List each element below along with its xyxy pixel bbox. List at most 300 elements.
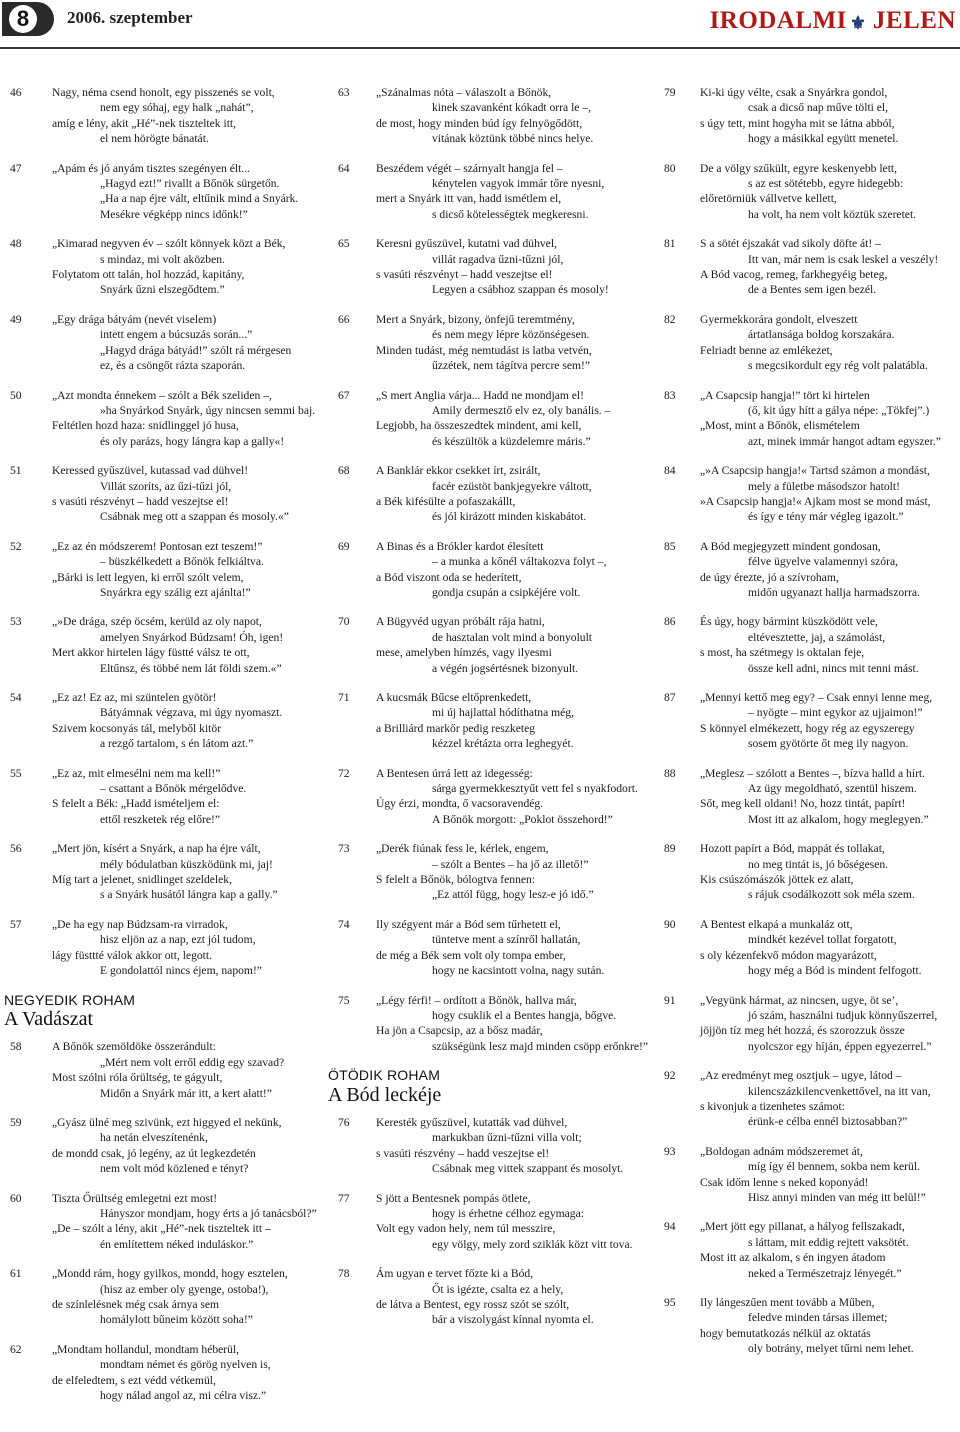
page-number: 8 (9, 5, 37, 33)
verse-line: s kivonjuk a tizenhetes számot: (700, 1099, 845, 1113)
stanza-number: 47 (10, 161, 22, 175)
poem-column-3 (648, 85, 960, 1371)
verse-line: el nem hörögte bánatát. (100, 132, 209, 146)
stanza-number: 93 (664, 1144, 676, 1158)
stanza-number: 88 (664, 766, 676, 780)
stanza-number: 59 (10, 1115, 22, 1129)
verse-line: Szivem kocsonyás tál, melyből kitör (52, 721, 222, 735)
verse-line: Keresték gyűszüvel, kutatták vad dühvel, (376, 1115, 568, 1129)
verse-line: Snyárkra egy szálig ezt ajánlta!” (100, 585, 251, 599)
verse-line: S jött a Bentesnek pompás ötlete, (376, 1191, 531, 1205)
verse-line: amelyen Snyárkod Búdzsam! Óh, igen! (100, 630, 284, 644)
verse-line: „Mért nem volt erről eddig egy szavad? (100, 1055, 285, 1069)
stanza-number: 79 (664, 86, 676, 99)
verse-line: s megcsikordult egy rég volt palatábla. (748, 359, 928, 373)
stanza (648, 236, 960, 298)
section-title: A Vadászat (4, 1007, 94, 1030)
verse-line: Volt egy vadon hely, nem túl messzire, (376, 1222, 556, 1236)
verse-line: ha netán elveszítenénk, (100, 1131, 208, 1145)
verse-line: „Ez az én módszerem! Pontosan ezt teszem!” (52, 539, 263, 553)
stanza-number: 91 (664, 993, 676, 1007)
verse-line: s vasúti részvényt – hadd veszejtse el! (52, 494, 229, 508)
poem-column-2 (328, 85, 649, 1342)
heraldic-crest-icon: ⚜ (849, 13, 867, 33)
verse-line: és oly parázs, hogy lángra kap a gally«! (100, 434, 285, 448)
verse-line: – nyögte – mint egykor az ujjaimon!” (748, 706, 923, 720)
stanza (328, 917, 643, 979)
stanza-number: 74 (338, 917, 350, 931)
stanza (0, 917, 315, 979)
verse-line: hogy csuklik el a Bentes hangja, bőgve. (432, 1008, 617, 1022)
verse-line: de látva a Bentest, egy rossz szót se szólt, (376, 1298, 570, 1311)
verse-line: – a munka a kőnél váltakozva folyt –, (432, 555, 607, 569)
verse-line: nem volt mód közlened e tényt? (100, 1162, 249, 1176)
verse-line: De a völgy szűkült, egyre keskenyebb lett, (700, 161, 898, 175)
verse-line: ez, és a csöngőt rázta szaporán. (100, 359, 246, 373)
verse-line: A Bód vacog, remeg, farkhegyéig beteg, (700, 268, 888, 282)
masthead-logo (710, 7, 956, 35)
stanza-number: 92 (664, 1069, 676, 1083)
stanza-number: 90 (664, 917, 676, 931)
verse-line: de úgy érezte, jó a szívroham, (700, 570, 839, 584)
verse-line: a Bód viszont oda se hederített, (376, 570, 522, 584)
stanza (328, 1191, 643, 1253)
section-kicker: ÖTÖDIK ROHAM (328, 1067, 441, 1084)
stanza (328, 388, 643, 450)
verse-line: Őt is igézte, csalta ez a hely, (432, 1282, 564, 1296)
stanza (328, 312, 643, 374)
verse-line: „De – szólt a lény, akit „Hé”-nek tiszteltek itt – (52, 1222, 271, 1236)
stanza (0, 1342, 315, 1404)
verse-line: „Mondd rám, hogy gyilkos, mondd, hogy esztelen, (52, 1267, 288, 1281)
logo-left-word: IRODALMI (709, 7, 847, 34)
stanza (648, 614, 960, 676)
stanza-number: 85 (664, 539, 676, 553)
verse-line: de elfeledtem, s ezt védd vétkemül, (52, 1373, 216, 1387)
verse-line: s mindaz, mi volt aközben. (100, 252, 225, 266)
verse-line: „Derék fiúnak fess le, kérlek, engem, (376, 842, 549, 856)
verse-line: (ő, kit úgy hítt a gálya népe: „Tökfej”.) (748, 403, 930, 417)
verse-line: „Légy férfi! – ordított a Bőnök, hallva már, (376, 993, 577, 1007)
verse-line: s láttam, mit eddig rejtett vaksötét. (748, 1235, 909, 1249)
verse-line: Hányszor mondjam, hogy érts a jó tanácsból?” (100, 1206, 317, 1220)
verse-line: „Ez az, mit elmesélni nem ma kell!” (52, 766, 221, 780)
stanza (0, 463, 315, 525)
stanza-number: 87 (664, 691, 676, 704)
verse-line: S a sötét éjszakát vad sikoly döfte át! – (700, 237, 881, 251)
verse-line: Snyárk űzni elszegődtem.” (100, 283, 225, 297)
verse-line: no meg tintát is, jó bőségesen. (748, 857, 889, 871)
verse-line: ártatlansága boldog korszakára. (748, 328, 895, 342)
stanza (648, 463, 960, 525)
stanza-number: 77 (338, 1191, 350, 1205)
section-title: A Bód leckéje (328, 1083, 442, 1106)
verse-line: A Bód megjegyzett mindent gondosan, (700, 539, 881, 553)
verse-line: – büszkélkedett a Bőnök felkiáltva. (100, 555, 264, 569)
stanza (648, 388, 960, 450)
stanza-number: 83 (664, 388, 676, 402)
stanza (648, 841, 960, 903)
stanza (648, 312, 960, 374)
stanza (0, 1266, 315, 1328)
stanza-number: 48 (10, 237, 22, 251)
verse-line: Míg tart a jelenet, snidlinget szeldelek, (52, 873, 232, 887)
verse-line: »ha Snyárkod Snyárk, úgy nincsen semmi baj. (100, 403, 316, 417)
verse-line: „»De drága, szép öcsém, kerüld az oly napot, (52, 615, 262, 629)
stanza-number: 63 (338, 86, 350, 99)
verse-line: hogy bemutatkozás nélkül az oktatás (700, 1326, 871, 1340)
verse-line: „A Csapcsip hangja!” tört ki hirtelen (700, 388, 870, 402)
verse-line: s rájuk csodálkozott sok méla szem. (748, 888, 915, 902)
poem-column-1 (0, 85, 315, 1417)
stanza-number: 78 (338, 1267, 350, 1281)
section-kicker: NEGYEDIK ROHAM (4, 991, 136, 1008)
stanza (328, 614, 643, 676)
verse-line: előretörniük vállvetve kellett, (700, 192, 837, 206)
verse-line: s dicső kötelességtek megkeresni. (432, 207, 589, 221)
verse-line: – csattant a Bőnök mérgelődve. (100, 782, 247, 796)
verse-line: A Bentest elkapá a munkaláz ott, (700, 917, 853, 931)
verse-line: Sőt, meg kell oldani! No, hozz tintát, papírt! (700, 797, 906, 811)
stanza (0, 236, 315, 298)
verse-line: Tiszta Őrültség emlegetni ezt most! (52, 1191, 218, 1205)
verse-line: de a Bentes sem igen bezél. (748, 283, 877, 297)
verse-line: Mert akkor hirtelen lágy füstté válsz te ott, (52, 646, 250, 660)
stanza-number: 46 (10, 86, 22, 99)
stanza-number: 75 (338, 993, 350, 1007)
verse-line: midőn ugyanazt hallja harmadszorra. (748, 585, 920, 599)
verse-line: S felelt a Bőnök, bólogtva fennen: (376, 873, 536, 887)
stanza-number: 50 (10, 388, 22, 402)
verse-line: a Bék kifésülte a pofaszakállt, (376, 494, 516, 508)
verse-line: mert a Snyárk itt van, hadd ismétlem el, (376, 192, 562, 206)
verse-line: „Boldogan adnám módszeremet át, (700, 1144, 863, 1158)
stanza-number: 55 (10, 766, 22, 780)
verse-line: mindkét kezével tollat forgatott, (748, 933, 897, 947)
verse-line: vitának köztünk többé nincs helye. (432, 132, 594, 146)
stanza-number: 53 (10, 615, 22, 629)
verse-line: Keresni gyűszüvel, kutatni vad dühvel, (376, 237, 557, 251)
verse-line: Kis csúszómászók jöttek ez alatt, (700, 873, 854, 887)
stanza (648, 1295, 960, 1357)
verse-line: össze kell adni, nincs mit tenni mást. (748, 661, 919, 675)
stanza (0, 85, 315, 147)
verse-line: s most, ha szétmegy is oktalan feje, (700, 646, 865, 660)
stanza-number: 82 (664, 312, 676, 326)
verse-line: „Apám és jó anyám tisztes szegényen élt... (52, 161, 250, 175)
verse-line: „Kimarad negyven év – szólt könnyek közt a Bék, (52, 237, 286, 251)
verse-line: „Hagyd ezt!” rivallt a Bőnök sürgetőn. (100, 177, 280, 191)
verse-line: Ki-ki úgy vélte, csak a Snyárkra gondol, (700, 86, 888, 99)
verse-line: Feltétlen hozd haza: snidlinggel jó husa, (52, 419, 239, 433)
verse-line: S könnyel elmékezett, hogy rég az egyszeregy (700, 721, 915, 735)
verse-line: ettől reszketek rég előre!” (100, 812, 221, 826)
verse-line: „Vegyünk hármat, az nincsen, ugye, öt se’, (700, 993, 899, 1007)
verse-line: Ám ugyan e tervet főzte ki a Bód, (376, 1267, 534, 1281)
verse-line: „Azt mondta énnekem – szólt a Bék szeliden –, (52, 388, 272, 402)
verse-line: sárga gyermekkesztyűt vett fel s nyakfodort. (432, 782, 638, 796)
verse-line: és nem megy lépre közönségesen. (432, 328, 590, 342)
verse-line: Most itt az alkalom, s én ingyen átadom (700, 1251, 886, 1265)
stanza-number: 67 (338, 388, 350, 402)
verse-line: bár a viszolygást kínnal nyomta el. (432, 1313, 594, 1327)
verse-line: kénytelen vagyok immár tőre nyesni, (432, 177, 605, 191)
verse-line: és készültök a küzdelemre máris.” (432, 434, 591, 448)
verse-line: nem egy sóhaj, egy halk „nahát”, (100, 101, 254, 115)
verse-line: tüntetve ment a színről hallatán, (432, 933, 581, 947)
verse-line: de színlelésnek még csak árnya sem (52, 1298, 220, 1311)
verse-line: Keressed gyűszüvel, kutassad vad dühvel! (52, 464, 249, 478)
verse-line: Villát szoríts, az űzi-tűzi jól, (100, 479, 232, 493)
verse-line: jöjjön tíz meg hét hozzá, és szorozzuk össze (700, 1024, 905, 1038)
stanza (648, 690, 960, 752)
verse-line: Midőn a Snyárk már itt, a kert alatt!” (100, 1086, 272, 1100)
stanza (648, 161, 960, 223)
verse-line: A Bőnök morgott: „Poklot összehord!” (432, 812, 613, 826)
verse-line: Felriadt benne az emlékezet, (700, 343, 833, 357)
verse-line: félve ügyelve valamennyi szóra, (748, 555, 899, 569)
verse-line: Beszédem végét – szárnyalt hangja fel – (376, 161, 563, 175)
page-header (0, 0, 960, 48)
stanza (328, 766, 643, 828)
verse-line: Nagy, néma csend honolt, egy pisszenés se volt, (52, 86, 275, 99)
verse-line: amíg e lény, akit „Hé”-nek tiszteltek itt, (52, 116, 237, 130)
verse-line: Csábnak meg vittek szappant és mosolyt. (432, 1162, 624, 1176)
verse-line: homálylott bűneim között soha!” (100, 1313, 253, 1327)
stanza (648, 1068, 960, 1130)
verse-line: s az est sötétebb, egyre hidegebb: (748, 177, 904, 191)
verse-line: a végén jogsértésnek bizonyult. (432, 661, 579, 675)
verse-line: A kucsmák Bűcse eltőprenkedett, (376, 691, 532, 704)
verse-line: s vasúti részvényt – hadd veszejtse el! (376, 268, 553, 282)
stanza-number: 51 (10, 464, 22, 478)
verse-line: hogy is érhetne célhoz egymaga: (432, 1206, 584, 1220)
verse-line: „Ez az! Ez az, mi szüntelen gyötör! (52, 691, 217, 704)
verse-line: „Egy drága bátyám (nevét viselem) (52, 312, 217, 326)
stanza-number: 76 (338, 1115, 350, 1129)
verse-line: s oly kézenfekvő módon magyarázott, (700, 948, 877, 962)
stanza (648, 917, 960, 979)
stanza (648, 1144, 960, 1206)
verse-line: Ily lángeszűen ment tovább a Műben, (700, 1296, 875, 1309)
page-number-badge (2, 2, 54, 36)
verse-line: Legjobb, ha összeszedtek mindent, ami kell, (376, 419, 582, 433)
verse-line: de most, hogy minden búd így felnyögődött, (376, 116, 583, 130)
verse-line: „De ha egy nap Búdzsam-ra virradok, (52, 917, 228, 931)
issue-date: 2006. szeptember (67, 8, 193, 27)
verse-line: oly botrány, melyet tűrni nem lehet. (748, 1342, 914, 1356)
verse-line: Most itt az alkalom, hogy meglegyen.” (748, 812, 929, 826)
verse-line: „Mennyi kettő meg egy? – Csak ennyi lenne meg, (700, 691, 933, 704)
stanza (0, 841, 315, 903)
verse-line: A Banklár ekkor csekket írt, zsirált, (376, 464, 541, 478)
stanza (0, 539, 315, 601)
verse-line: „Bárki is lett legyen, ki erről szólt velem, (52, 570, 244, 584)
verse-line: hogy a másikkal együtt menetel. (748, 132, 899, 146)
verse-line: „Most, mint a Bőnök, elismételem (700, 419, 860, 433)
stanza (328, 161, 643, 223)
stanza-number: 56 (10, 842, 22, 856)
stanza-number: 66 (338, 312, 350, 326)
verse-line: nyolcszor egy híján, éppen egyezerrel.” (748, 1039, 932, 1053)
stanza (0, 1115, 315, 1177)
verse-line: és jól kirázott minden kiskabátot. (432, 510, 587, 524)
verse-line: kilencszázkilencvenkettővel, na itt van, (748, 1084, 931, 1098)
verse-line: »A Csapcsip hangja!« Ajkam most se mond mást, (700, 494, 931, 508)
verse-line: Úgy érzi, mondta, ő vacsoravendég. (376, 797, 544, 811)
stanza-number: 65 (338, 237, 350, 251)
stanza-number: 58 (10, 1040, 22, 1054)
verse-line: gondja csupán a csipkéjére volt. (432, 585, 581, 599)
verse-line: s úgy tett, mint hogyha mit se látna abból, (700, 116, 895, 130)
verse-line: feledve minden társas illemet; (748, 1311, 888, 1325)
stanza (328, 463, 643, 525)
stanza-number: 70 (338, 615, 350, 629)
verse-line: „»A Csapcsip hangja!« Tartsd számon a mondást, (700, 464, 930, 478)
verse-line: hogy ne kacsintott volna, nagy sután. (432, 964, 605, 978)
stanza (648, 539, 960, 601)
stanza-number: 71 (338, 691, 350, 704)
stanza (328, 85, 643, 147)
verse-line: Hozott papírt a Bód, mappát és tollakat, (700, 842, 885, 856)
verse-line: Minden tudást, még nemtudást is latba vetvén, (376, 343, 592, 357)
stanza (0, 614, 315, 676)
verse-line: intett engem a búcsuzás során...” (100, 328, 253, 342)
verse-line: A Bentesen úrrá lett az idegesség: (376, 766, 533, 780)
verse-line: hogy még a Bód is mindent felfogott. (748, 964, 922, 978)
stanza-number: 69 (338, 539, 350, 553)
stanza-number: 62 (10, 1342, 22, 1356)
stanza-number: 94 (664, 1220, 676, 1234)
verse-line: „Az eredményt meg osztjuk – ugye, látod – (700, 1069, 902, 1083)
verse-line: facér ezüstöt bankjegyekre váltott, (432, 479, 592, 493)
verse-line: hisz eljön az a nap, ezt jól tudom, (100, 933, 256, 947)
stanza-number: 68 (338, 464, 350, 478)
verse-line: Folytatom ott talán, hol hozzád, kapitány, (52, 268, 245, 282)
verse-line: markukban űzni-tűzni villa volt; (432, 1131, 582, 1145)
stanza (328, 236, 643, 298)
verse-line: S felelt a Bék: „Hadd ismételjem el: (52, 797, 220, 811)
verse-line: „Szánalmas nóta – válaszolt a Bőnök, (376, 86, 552, 99)
verse-line: E gondolattól nincs éjem, napom!” (100, 964, 262, 978)
stanza (0, 766, 315, 828)
verse-line: de mondd csak, jó legény, az út legkezdetén (52, 1146, 256, 1160)
verse-line: „Meglesz – szólott a Bentes –, bízva halld a hírt. (700, 766, 926, 780)
verse-line: lágy füsttté válok akkor ott, legott. (52, 948, 213, 962)
stanza (0, 312, 315, 374)
stanza (328, 539, 643, 601)
verse-line: A Bügyvéd ugyan próbált rája hatni, (376, 615, 545, 629)
verse-line: mondtam német és görög nyelven is, (100, 1358, 271, 1372)
verse-line: – szólt a Bentes – ha jő az illető!” (432, 857, 589, 871)
stanza-number: 52 (10, 539, 22, 553)
stanza (648, 993, 960, 1055)
verse-line: a rezgő tartalom, s én látom azt.” (100, 737, 254, 751)
verse-line: kézzel krétázta orra leghegyét. (432, 737, 574, 751)
header-rule (0, 47, 960, 49)
verse-line: „Mondtam hollandul, mondtam héberül, (52, 1342, 240, 1356)
verse-line: És úgy, hogy bármint küszködött vele, (700, 615, 878, 629)
verse-line: jó szám, használni tudjuk könnyűszerrel, (748, 1008, 938, 1022)
stanza (328, 993, 649, 1055)
stanza-number: 84 (664, 464, 676, 478)
verse-line: Csábnak meg ott a szappan és mosoly.«” (100, 510, 289, 524)
stanza-number: 89 (664, 842, 676, 856)
verse-line: (hisz az ember oly gyenge, ostoba!), (100, 1282, 269, 1296)
verse-line: „S mert Anglia várja... Hadd ne mondjam el! (376, 388, 584, 402)
verse-line: sosem gyötörte őt meg ily nagyon. (748, 737, 909, 751)
verse-line: kinek szavanként kókadt orra le –, (432, 101, 592, 115)
stanza (328, 1115, 643, 1177)
verse-line: mi új hajlattal hódíthatna még, (432, 706, 574, 720)
verse-line: Mesékre végképp nincs időnk!” (100, 207, 248, 221)
verse-line: „Hagyd drága bátyád!” szólt rá mérgesen (100, 343, 292, 357)
stanza-number: 80 (664, 161, 676, 175)
stanza-number: 57 (10, 917, 22, 931)
verse-line: Most szólni róla őrültség, te gágyult, (52, 1071, 223, 1085)
verse-line: A Bőnök szemöldöke összerándult: (52, 1040, 216, 1054)
verse-line: Ily szégyent már a Bód sem tűrhetett el, (376, 917, 561, 931)
verse-line: Bátyámnak végzava, mi úgy nyomaszt. (100, 706, 283, 720)
stanza (0, 388, 315, 450)
verse-line: egy völgy, mely zord sziklák közt vitt tova. (432, 1237, 633, 1251)
logo-right-word: JELEN (872, 7, 956, 34)
verse-line: hogy nálad angol az, mi célra visz.” (100, 1389, 267, 1403)
verse-line: mely a fületbe másodszor hatolt! (748, 479, 900, 493)
verse-line: szükségünk lesz majd minden csöpp erőnkre!” (432, 1039, 649, 1053)
verse-line: Ha jön a Csapcsip, az a bősz madár, (376, 1024, 543, 1038)
verse-line: „Gyász ülné meg szivünk, ezt higgyed el nekünk, (52, 1115, 282, 1129)
stanza (328, 1266, 643, 1328)
verse-line: azt, minek immár hangot adtam egyszer.” (748, 434, 941, 448)
verse-line: míg így él bennem, sokba nem kerül. (748, 1160, 920, 1174)
verse-line: neked a Természetrajz lényegét.” (748, 1266, 902, 1280)
stanza (0, 690, 315, 752)
verse-line: Legyen a csábhoz szappan és mosoly! (432, 283, 609, 297)
verse-line: de még a Bék sem volt oly tompa ember, (376, 948, 566, 962)
verse-line: űzzétek, nem tágítva percre sem!” (432, 359, 591, 373)
verse-line: érünk-e célba ennél biztosabban?” (748, 1115, 908, 1129)
stanza-number: 61 (10, 1267, 22, 1281)
verse-line: Csak időm lenne s neked koponyád! (700, 1175, 869, 1189)
verse-line: Itt van, már nem is csak leskel a veszély! (748, 252, 939, 266)
stanza-number: 86 (664, 615, 676, 629)
verse-line: mély bódulatban küszködünk mi, jaj! (100, 857, 273, 871)
verse-line: „Ez attól függ, hogy lesz-e jó idő.” (432, 888, 594, 902)
stanza-number: 54 (10, 691, 22, 704)
verse-line: eltévesztette, jaj, a számolást, (748, 630, 886, 644)
stanza-number: 73 (338, 842, 350, 856)
stanza (648, 1219, 960, 1281)
verse-line: Amily dermesztő elv ez, oly banális. – (432, 403, 611, 417)
verse-line: és így e tény már végleg igazolt.” (748, 510, 904, 524)
verse-line: s vasúti részvény – hadd veszejtse el! (376, 1146, 550, 1160)
verse-line: Mert a Snyárk, bizony, önfejű teremtmény, (376, 312, 575, 326)
verse-line: villát ragadva űzni-tűzni jól, (432, 252, 564, 266)
verse-line: mese, amelyben hímzés, vagy ilyesmi (376, 646, 552, 660)
stanza (328, 690, 643, 752)
stanza (0, 161, 315, 223)
verse-line: Az ügy megoldható, szentül hiszem. (748, 782, 917, 796)
stanza (0, 1039, 315, 1101)
stanza (648, 766, 960, 828)
verse-line: Gyermekkorára gondolt, elveszett (700, 312, 858, 326)
verse-line: s a Snyárk husától lángra kap a gally.” (100, 888, 278, 902)
verse-line: Hisz annyi minden van még itt belül!” (748, 1190, 926, 1204)
verse-line: ha volt, ha nem volt köztük szeretet. (748, 207, 917, 221)
stanza (0, 1191, 315, 1253)
stanza-number: 64 (338, 161, 350, 175)
